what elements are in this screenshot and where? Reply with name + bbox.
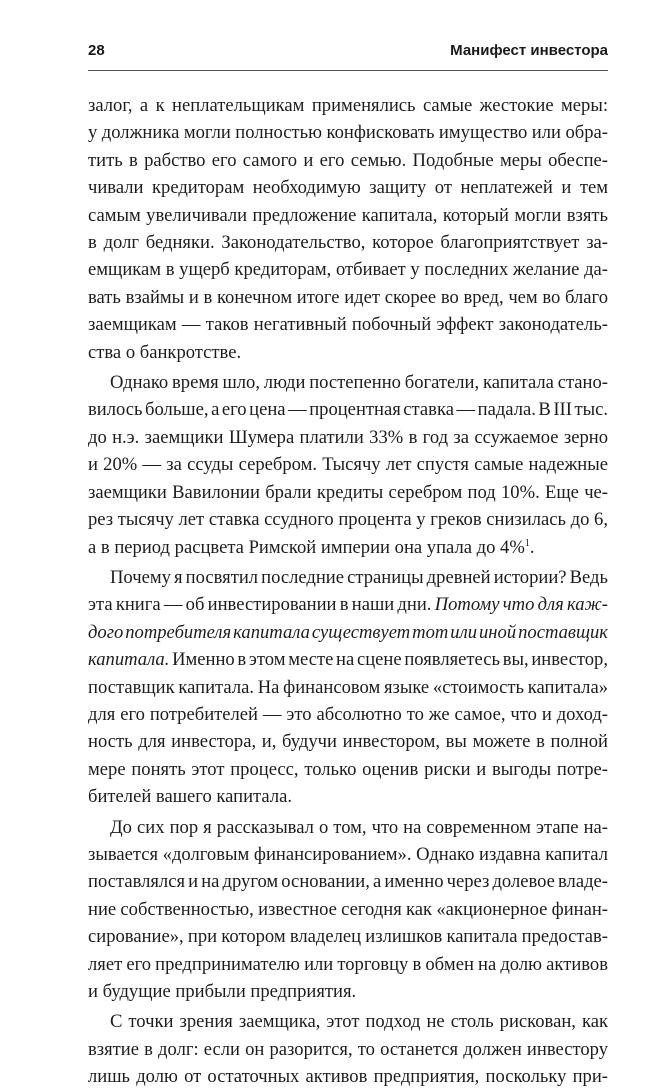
text-line [88, 951, 608, 978]
text-segment: и будущие прибыли предприятия. [88, 981, 357, 1002]
text-line [88, 506, 608, 533]
paragraph [88, 92, 608, 366]
text-segment: а в период расцвета Римской империи она упала до 4% [88, 536, 525, 558]
text-segment: зывается «долговым финансированием». Однако издавна капитал [88, 843, 608, 865]
text-line [88, 339, 608, 366]
text-segment: в долг бедняки. Законодательство, которое благоприятствует за- [88, 232, 608, 254]
text-segment: ляет его предпринимателю или торговцу в обмен на долю активов [88, 953, 608, 975]
text-line [88, 978, 608, 1005]
text-line [88, 619, 608, 646]
text-segment: Однако время шло, люди постепенно богатели, капитала стано- [110, 372, 608, 394]
page-number: 28 [88, 42, 105, 59]
text-segment: рез тысячу лет ставка ссудного процента у греков снизилась до 6, [88, 509, 608, 531]
text-line [88, 701, 608, 728]
text-segment: взятие в долг: если он разорится, то останется должен инвестору [88, 1038, 608, 1060]
text-segment: До сих пор я рассказывал о том, что на современном этапе на- [110, 816, 608, 838]
text-line [88, 646, 608, 673]
text-line [88, 783, 608, 810]
text-line [88, 896, 608, 923]
text-line [88, 591, 608, 618]
text-segment: . [529, 536, 535, 558]
text-segment: лишь долю от остаточных активов предприятия, поскольку при- [88, 1066, 608, 1088]
text-segment: до н.э. заемщики Шумера платили 33% в год за ссужаемое зерно [88, 426, 608, 448]
text-line [88, 396, 608, 423]
text-line [88, 564, 608, 591]
text-segment: залог, а к неплательщикам применялись самые жестокие меры: [88, 95, 608, 116]
text-segment: Именно в этом месте на сцене появляетесь вы, инвестор, [169, 649, 608, 671]
text-line [88, 311, 608, 338]
text-segment: С точки зрения заемщика, этот подход не столь рискован, как [110, 1011, 608, 1033]
text-line [88, 1008, 608, 1035]
text-line [88, 534, 608, 561]
text-segment: вилось больше, а его цена — процентная ставка — падала. В III тыс. [88, 399, 608, 421]
text-line [88, 147, 608, 174]
running-title: Манифест инвестора [450, 42, 608, 59]
text-segment: у должника могли полностью конфисковать имущество или обра- [88, 122, 608, 144]
text-line [88, 728, 608, 755]
text-segment: самым увеличивали предложение капитала, который могли взять [88, 204, 608, 226]
text-line [88, 479, 608, 506]
body-text [88, 92, 608, 1091]
text-line [88, 256, 608, 283]
text-segment: ность для инвестора, и, будучи инвестором, вы можете в полной [88, 731, 608, 753]
text-line [88, 1063, 608, 1090]
text-segment: поставлялся и на другом основании, а именно через долевое владе- [88, 871, 608, 893]
text-line [88, 92, 608, 119]
footnote-marker: 1 [524, 537, 530, 549]
text-line [88, 202, 608, 229]
text-segment: поставщик капитала. На финансовом языке «стоимость капитала» [88, 676, 608, 698]
text-line [88, 451, 608, 478]
text-segment: ства о банкротстве. [88, 341, 242, 363]
text-segment: эта книга — об инвестировании в наши дни. [88, 594, 435, 616]
italic-text: дого потребителя капитала существует тот или иной поставщик [88, 621, 608, 643]
page-header [88, 42, 608, 66]
text-segment: заемщикам — таков негативный побочный эффект законодатель- [88, 314, 608, 336]
text-line [88, 841, 608, 868]
text-line [88, 369, 608, 396]
text-line [88, 756, 608, 783]
text-segment: ние собственностью, известное сегодня как «акционерное финан- [88, 898, 608, 920]
paragraph [88, 814, 608, 1006]
text-line [88, 923, 608, 950]
paragraph [88, 369, 608, 561]
text-segment: заемщики Вавилонии брали кредиты серебром под 10%. Еще че- [88, 481, 608, 503]
text-segment: сирование», при котором владелец излишков капитала предостав- [88, 926, 608, 948]
text-segment: емщикам в ущерб кредиторам, отбивает у последних желание да- [88, 259, 608, 281]
text-line [88, 1036, 608, 1063]
text-line [88, 284, 608, 311]
text-line [88, 674, 608, 701]
text-segment: мере понять этот процесс, только оценив риски и выгоды потре- [88, 758, 608, 780]
text-segment: и 20% — за ссуды серебром. Тысячу лет спустя самые надежные [88, 454, 608, 476]
text-line [88, 229, 608, 256]
text-line [88, 119, 608, 146]
paragraph [88, 564, 608, 811]
text-line [88, 868, 608, 895]
text-line [88, 424, 608, 451]
text-segment: для его потребителей — это абсолютно то же самое, что и доход- [88, 703, 608, 725]
text-segment: вать взаймы и в конечном итоге идет скорее во вред, чем во благо [88, 286, 608, 308]
paragraph [88, 1008, 608, 1090]
text-line [88, 174, 608, 201]
text-segment: бителей вашего капитала. [88, 786, 292, 808]
text-line [88, 814, 608, 841]
text-segment: Почему я посвятил последние страницы древней истории? Ведь [110, 566, 608, 588]
italic-text: капитала. [88, 649, 170, 671]
header-rule [88, 70, 608, 71]
italic-text: Потому что для каж- [434, 594, 608, 616]
text-segment: тить в рабство его самого и его семью. Подобные меры обеспе- [88, 149, 608, 171]
text-segment: чивали кредиторам необходимую защиту от неплатежей и тем [88, 177, 608, 199]
